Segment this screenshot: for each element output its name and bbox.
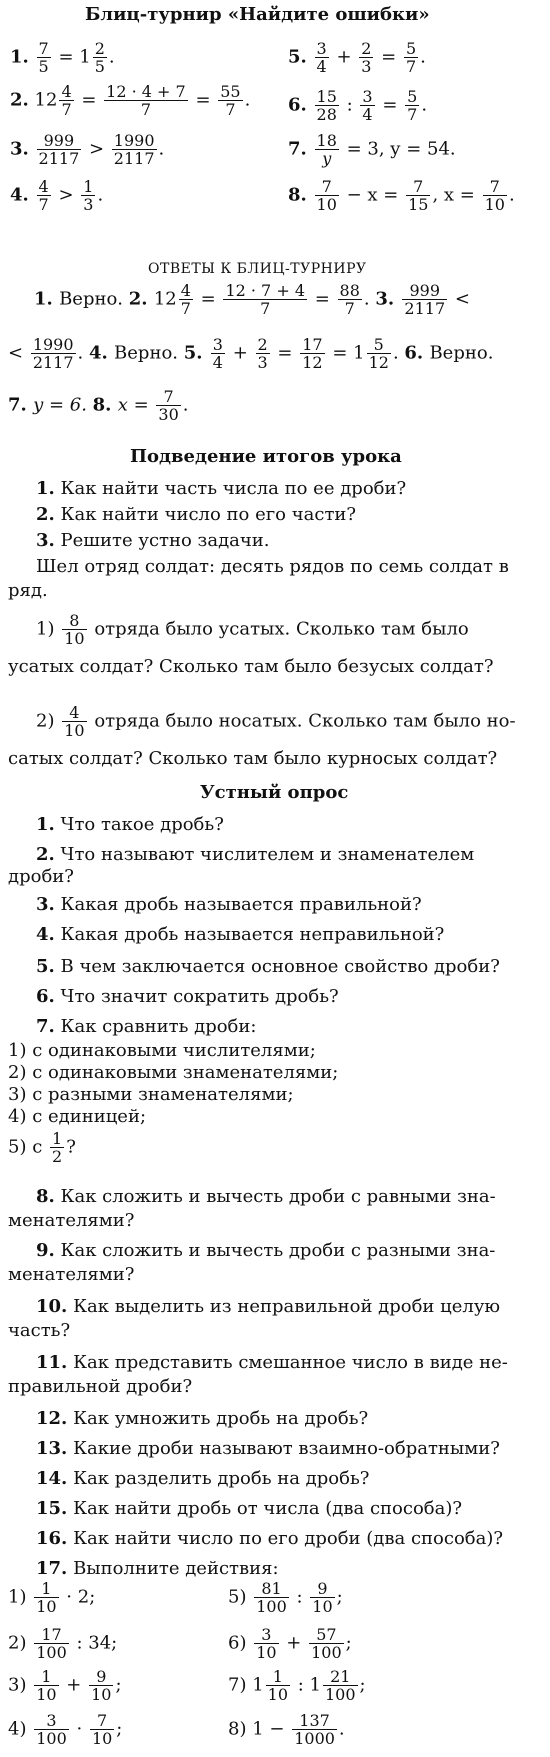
- item-number: 2.: [10, 89, 29, 111]
- oral-item-17: 17. Выполните действия:: [36, 1558, 279, 1579]
- compare-5: 5) с $\frac{1}{2}$ ?: [8, 1129, 76, 1166]
- exercise-7: 7) 1 $\frac{1}{10}$ : 1 $\frac{21}{100}$ ;: [228, 1667, 366, 1704]
- fraction: $\frac{2}{3}$: [361, 39, 372, 76]
- fraction: $\frac{55}{7}$: [220, 82, 241, 119]
- compare-2: 2) с одинаковыми знаменателями;: [8, 1062, 339, 1083]
- oral-item-11: 11. Как представить смешанное число в виде не-: [36, 1352, 508, 1373]
- blitz-item-4: 4. $\frac{4}{7}$ > $\frac{1}{3}$ .: [10, 177, 104, 214]
- fraction: $\frac{999}{2117}$: [38, 131, 80, 168]
- summary-item-3: 3. Решите устно задачи.: [36, 530, 270, 551]
- task-2: 2) $\frac{4}{10}$ отряда было носатых. Сколько там было но-: [36, 703, 516, 740]
- summary-item-1: 1. Как найти часть числа по ее дроби?: [36, 478, 407, 499]
- fraction: $\frac{3}{4}$: [316, 39, 327, 76]
- oral-title: Устный опрос: [200, 782, 349, 803]
- oral-item-13: 13. Какие дроби называют взаимно-обратными?: [36, 1438, 500, 1459]
- fraction: $\frac{4}{7}$: [38, 177, 49, 214]
- fraction: $\frac{3}{4}$: [212, 335, 223, 372]
- troop-text-line-1: Шел отряд солдат: десять рядов по семь солдат в: [36, 556, 509, 577]
- fraction: $\frac{9}{10}$: [91, 1667, 112, 1704]
- item-number: 6.: [288, 94, 307, 116]
- exercise-5: 5) $\frac{81}{100}$ : $\frac{9}{10}$ ;: [228, 1579, 343, 1616]
- blitz-item-2: 2. 12 $\frac{4}{7}$ = $\frac{12 \cdot 4 + 7}{7}$ = $\frac{55}{7}$ .: [10, 82, 251, 119]
- blitz-item-1: 1. $\frac{7}{5}$ = 1 $\frac{2}{5}$ .: [10, 39, 115, 76]
- fraction: $\frac{5}{12}$: [368, 335, 389, 372]
- oral-item-10-cont: часть?: [8, 1320, 71, 1341]
- fraction: $\frac{1990}{2117}$: [32, 335, 74, 372]
- fraction: $\frac{81}{100}$: [256, 1579, 287, 1616]
- fraction: $\frac{12 \cdot 7 + 4}{7}$: [225, 281, 305, 318]
- blitz-title: Блиц-турнир «Найдите ошибки»: [85, 4, 430, 25]
- exercise-6: 6) $\frac{3}{10}$ + $\frac{57}{100}$ ;: [228, 1625, 352, 1662]
- oral-item-2: 2. Что называют числителем и знаменателем: [36, 844, 475, 865]
- fraction: $\frac{7}{5}$: [38, 39, 49, 76]
- answers-title: ОТВЕТЫ К БЛИЦ-ТУРНИРУ: [148, 261, 367, 277]
- fraction: $\frac{4}{10}$: [64, 703, 85, 740]
- compare-3: 3) с разными знаменателями;: [8, 1084, 294, 1105]
- exercise-1: 1) $\frac{1}{10}$ · 2;: [8, 1579, 96, 1616]
- fraction: $\frac{999}{2117}$: [404, 281, 446, 318]
- fraction: $\frac{1}{10}$: [267, 1667, 289, 1704]
- exercise-3: 3) $\frac{1}{10}$ + $\frac{9}{10}$ ;: [8, 1667, 122, 1704]
- exercise-4: 4) $\frac{3}{100}$ · $\frac{7}{10}$ ;: [8, 1711, 123, 1748]
- fraction: $\frac{1}{3}$: [83, 177, 94, 214]
- fraction: $\frac{1}{10}$: [36, 1579, 57, 1616]
- fraction: $\frac{7}{10}$: [484, 177, 505, 214]
- fraction: $\frac{7}{30}$: [158, 387, 179, 424]
- fraction: $\frac{3}{100}$: [36, 1711, 67, 1748]
- fraction: $\frac{3}{4}$: [362, 87, 373, 124]
- oral-item-4: 4. Какая дробь называется неправильной?: [36, 924, 445, 945]
- compare-4: 4) с единицей;: [8, 1106, 147, 1127]
- summary-title: Подведение итогов урока: [130, 446, 402, 467]
- item-number: 3.: [10, 138, 29, 160]
- fraction: $\frac{2}{3}$: [257, 335, 268, 372]
- oral-item-8-cont: менателями?: [8, 1210, 135, 1231]
- task-2-line-2: сатых солдат? Сколько там было курносых солдат?: [8, 748, 498, 769]
- oral-item-16: 16. Как найти число по его дроби (два способа)?: [36, 1528, 504, 1549]
- oral-item-3: 3. Какая дробь называется правильной?: [36, 894, 422, 915]
- fraction: $\frac{5}{7}$: [407, 87, 418, 124]
- fraction: $\frac{7}{10}$: [91, 1711, 113, 1748]
- item-number: 7.: [288, 138, 307, 160]
- item-number: 1.: [10, 46, 29, 68]
- blitz-item-5: 5. $\frac{3}{4}$ + $\frac{2}{3}$ = $\frac{5}{7}$ .: [288, 39, 426, 76]
- fraction: $\frac{18}{y}$: [316, 131, 337, 168]
- item-number: 5.: [288, 46, 307, 68]
- oral-item-6: 6. Что значит сократить дробь?: [36, 986, 339, 1007]
- oral-item-10: 10. Как выделить из неправильной дроби целую: [36, 1296, 501, 1317]
- fraction: $\frac{1}{2}$: [52, 1129, 63, 1166]
- fraction: $\frac{15}{28}$: [316, 87, 337, 124]
- fraction: $\frac{4}{7}$: [61, 82, 72, 119]
- fraction: $\frac{12 \cdot 4 + 7}{7}$: [106, 82, 186, 119]
- fraction: $\frac{17}{100}$: [36, 1625, 67, 1662]
- oral-item-15: 15. Как найти дробь от числа (два способа)?: [36, 1498, 463, 1519]
- oral-item-1: 1. Что такое дробь?: [36, 814, 224, 835]
- blitz-item-8: 8. $\frac{7}{10}$ − x = $\frac{7}{15}$ , x = $\frac{7}{10}$ .: [288, 177, 515, 214]
- oral-item-2-cont: дроби?: [8, 866, 74, 887]
- fraction: $\frac{137}{1000}$: [294, 1711, 335, 1748]
- fraction: $\frac{17}{12}$: [302, 335, 323, 372]
- oral-item-8: 8. Как сложить и вычесть дроби с равными зна-: [36, 1186, 496, 1207]
- fraction: $\frac{9}{10}$: [312, 1579, 333, 1616]
- fraction: $\frac{8}{10}$: [64, 611, 85, 648]
- oral-item-12: 12. Как умножить дробь на дробь?: [36, 1408, 369, 1429]
- fraction: $\frac{7}{15}$: [408, 177, 429, 214]
- answers-line-3: 7. y = 6. 8. x = $\frac{7}{30}$ .: [8, 387, 189, 424]
- fraction: $\frac{3}{10}$: [256, 1625, 277, 1662]
- oral-item-7: 7. Как сравнить дроби:: [36, 1016, 257, 1037]
- summary-item-2: 2. Как найти число по его части?: [36, 504, 357, 525]
- fraction: $\frac{4}{7}$: [180, 281, 191, 318]
- task-1: 1) $\frac{8}{10}$ отряда было усатых. Сколько там было: [36, 611, 469, 648]
- fraction: $\frac{2}{5}$: [94, 39, 105, 76]
- oral-item-9-cont: менателями?: [8, 1264, 135, 1285]
- compare-1: 1) с одинаковыми числителями;: [8, 1040, 316, 1061]
- fraction: $\frac{57}{100}$: [311, 1625, 342, 1662]
- fraction: $\frac{1}{10}$: [36, 1667, 57, 1704]
- fraction: $\frac{5}{7}$: [405, 39, 417, 76]
- oral-item-14: 14. Как разделить дробь на дробь?: [36, 1468, 370, 1489]
- fraction: $\frac{88}{7}$: [339, 281, 360, 318]
- oral-item-9: 9. Как сложить и вычесть дроби с разными зна-: [36, 1240, 496, 1261]
- exercise-8: 8) 1 − $\frac{137}{1000}$ .: [228, 1711, 345, 1748]
- fraction: $\frac{7}{10}$: [316, 177, 337, 214]
- troop-text-line-2: ряд.: [8, 580, 48, 601]
- answers-line-2: < $\frac{1990}{2117}$ . 4. Верно. 5. $\frac{3}{4}$ + $\frac{2}{3}$ = $\frac{17}{12}$ = 1 $\frac{5}{12}$ . 6. Верно.: [8, 335, 494, 372]
- oral-item-11-cont: правильной дроби?: [8, 1376, 193, 1397]
- blitz-item-6: 6. $\frac{15}{28}$ : $\frac{3}{4}$ = $\frac{5}{7}$ .: [288, 87, 428, 124]
- fraction: $\frac{21}{100}$: [325, 1667, 356, 1704]
- item-number: 8.: [288, 184, 307, 206]
- blitz-item-7: 7. $\frac{18}{y}$ = 3, y = 54.: [288, 131, 456, 168]
- task-1-line-2: усатых солдат? Сколько там было безусых солдат?: [8, 656, 494, 677]
- answers-line-1: 1. Верно. 2. 12 $\frac{4}{7}$ = $\frac{12 \cdot 7 + 4}{7}$ = $\frac{88}{7}$ . 3. $\frac{999}{2117}$ <: [34, 281, 470, 318]
- exercise-2: 2) $\frac{17}{100}$ : 34;: [8, 1625, 118, 1662]
- blitz-item-3: 3. $\frac{999}{2117}$ > $\frac{1990}{2117}$ .: [10, 131, 165, 168]
- oral-item-5: 5. В чем заключается основное свойство дроби?: [36, 956, 500, 977]
- item-number: 4.: [10, 184, 29, 206]
- fraction: $\frac{1990}{2117}$: [113, 131, 155, 168]
